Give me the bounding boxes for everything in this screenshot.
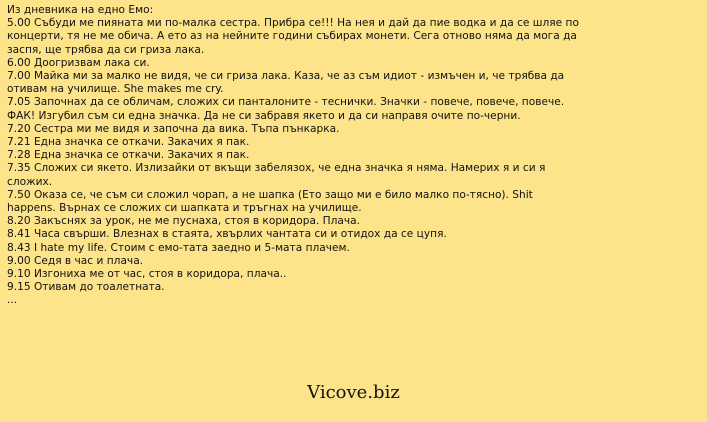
diary-entry: 7.20 Сестра ми ме видя и започна да вика. Тъпа пънкарка.	[7, 122, 340, 135]
site-watermark: Vicove.biz	[307, 382, 400, 403]
diary-entry: 9.10 Изгониха ме от час, стоя в коридора, плача..	[7, 268, 287, 281]
diary-entry: 7.35 Сложих си якето. Излизайки от вкъщи забелязох, че една значка я няма. Намерих я и си я сложих.	[7, 162, 546, 188]
diary-entry: 8.20 Закъснях за урок, не ме пуснаха, стоя в коридора. Плача.	[7, 215, 361, 228]
diary-title: Из дневника на едно Емо:	[7, 4, 154, 16]
diary-entry-ellipsis: ...	[7, 294, 18, 307]
diary-entry: 7.00 Майка ми за малко не видя, че си гриза лака. Каза, че аз съм идиот - измъчен и, че трябва да отивам на училище. She makes me cry.	[7, 70, 565, 96]
diary-entry: 7.21 Една значка се откачи. Закачих я пак.	[7, 136, 250, 149]
diary-entry: 8.43 I hate my life. Стоим с емо-тата заедно и 5-мата плачем.	[7, 241, 350, 254]
diary-entry: 6.00 Доогризвам лака си.	[7, 56, 150, 69]
diary-entry: 7.50 Оказа се, че съм си сложил чорап, а не шапка (Ето защо ми е било малко по-тясно). Shit happens. Върнах се сложих си шапката и тръгнах на училище.	[7, 188, 533, 215]
diary-text	[7, 4, 582, 308]
diary-entry: 8.41 Часа свърши. Влезнах в стаята, хвърлих чантата си и отидох да се цупя.	[7, 228, 447, 241]
diary-entry: 5.00 Събуди ме пияната ми по-малка сестра. Прибра се!!! На нея и дай да пие водка и да се шляе по концерти, тя не ме обича. А ето аз на нейните години събирах монети. Сега отново няма да мога да заспя, ще трябва да си гриза лака.	[7, 17, 579, 56]
diary-entry: 9.00 Седя в час и плача.	[7, 254, 144, 267]
diary-entry: 7.28 Една значка се откачи. Закачих я пак.	[7, 149, 250, 162]
diary-entry: 7.05 Започнах да се обличам, сложих си панталоните - теснички. Значки - повече, повече, повече. ФАК! Изгубил съм си една значка. Да не си забравя якето и да си направя очите по-черни.	[7, 96, 565, 122]
diary-entry: 9.15 Отивам до тоалетната.	[7, 281, 165, 294]
